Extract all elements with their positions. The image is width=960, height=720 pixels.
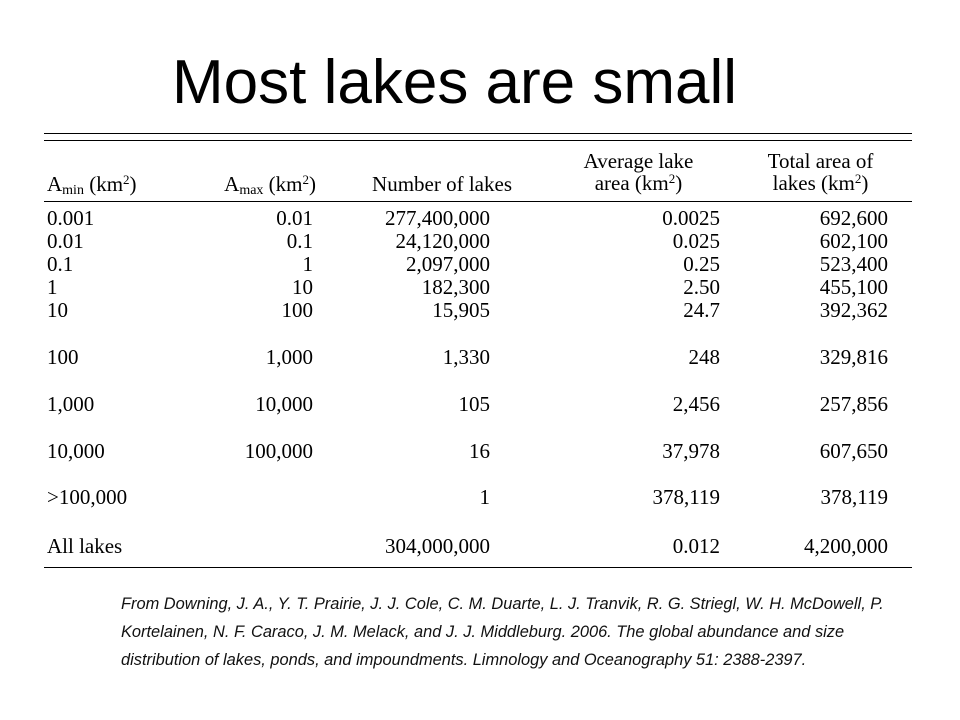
cell-number: 1 [479,485,490,509]
header-total-area: Total area of lakes $(km^2)$ [767,149,874,195]
cell-total-area: 392,362 [819,298,888,322]
cell-amax: 0.01 [276,206,313,230]
cell-average-area: 37,978 [662,439,720,463]
table-row [0,230,960,252]
cell-amax: 10 [292,275,313,299]
cell-number: 277,400,000 [385,206,490,230]
cell-amin: 0.001 [47,206,95,230]
table-top-rule [44,133,912,134]
cell-amin: 1,000 [47,392,95,416]
cell-amin: 0.01 [47,229,84,253]
cell-number: 16 [469,439,490,463]
cell-amax: 100,000 [244,439,313,463]
cell-average-area: 378,119 [652,485,720,509]
table-row-total [0,535,960,557]
header-amax: $A_{max}$ $(km^2)$ [224,172,316,198]
cell-average-area: 2,456 [672,392,720,416]
table-bottom-rule [44,567,912,568]
cell-total-area: 329,816 [819,345,888,369]
cell-number: 105 [458,392,490,416]
cell-amin: 100 [47,345,79,369]
cell-amin: 10,000 [47,439,105,463]
cell-total-area: 523,400 [819,252,888,276]
table-row [0,207,960,229]
cell-amin: 0.1 [47,252,74,276]
cell-average-area: 0.025 [672,229,720,253]
cell-amin: 10 [47,298,68,322]
cell-total-area: 602,100 [819,229,888,253]
cell-amin: All lakes [47,534,123,558]
table-row [0,299,960,321]
table-row [0,440,960,462]
cell-total-area: 257,856 [819,392,888,416]
cell-number: 182,300 [421,275,490,299]
cell-average-area: 24.7 [683,298,720,322]
header-number-of-lakes: Number of lakes [372,172,512,196]
cell-amin: >100,000 [47,485,128,509]
header-average-area: Average lake area $(km^2)$ [583,149,694,195]
cell-number: 304,000,000 [385,534,490,558]
table-header-rule [44,201,912,202]
table-row [0,393,960,415]
cell-amax: 0.1 [286,229,313,253]
cell-total-area: 455,100 [819,275,888,299]
cell-amax: 1,000 [265,345,313,369]
cell-average-area: 0.25 [683,252,720,276]
cell-total-area: 378,119 [820,485,888,509]
cell-amin: 1 [47,275,58,299]
header-amin: $A_{min}$ $(km^2)$ [47,172,137,198]
cell-average-area: 0.0025 [662,206,720,230]
cell-number: 15,905 [432,298,490,322]
citation: From Downing, J. A., Y. T. Prairie, J. J. Cole, C. M. Duarte, L. J. Tranvik, R. G. Striegl, W. H. McDowell, P. Kortelainen, N. F. Caraco, J. M. Melack, and J. J. Middleburg. 2006. The global abundance and size distribution of lakes, ponds, and impoundments. Limnology and Oceanography 51: 2388-2397. [121,595,884,669]
cell-total-area: 4,200,000 [804,534,888,558]
cell-amax: 1 [302,252,313,276]
cell-total-area: 692,600 [819,206,888,230]
cell-number: 2,097,000 [406,252,490,276]
cell-number: 1,330 [442,345,490,369]
table-top-rule-double [44,140,912,141]
cell-total-area: 607,650 [819,439,888,463]
table-row [0,276,960,298]
cell-average-area: 248 [688,345,720,369]
table-row [0,346,960,368]
slide-title: Most lakes are small [172,48,738,117]
cell-amax: 100 [281,298,313,322]
table-row [0,486,960,508]
cell-amax: 10,000 [255,392,313,416]
cell-number: 24,120,000 [395,229,490,253]
cell-average-area: 0.012 [672,534,720,558]
cell-average-area: 2.50 [683,275,720,299]
table-row [0,253,960,275]
